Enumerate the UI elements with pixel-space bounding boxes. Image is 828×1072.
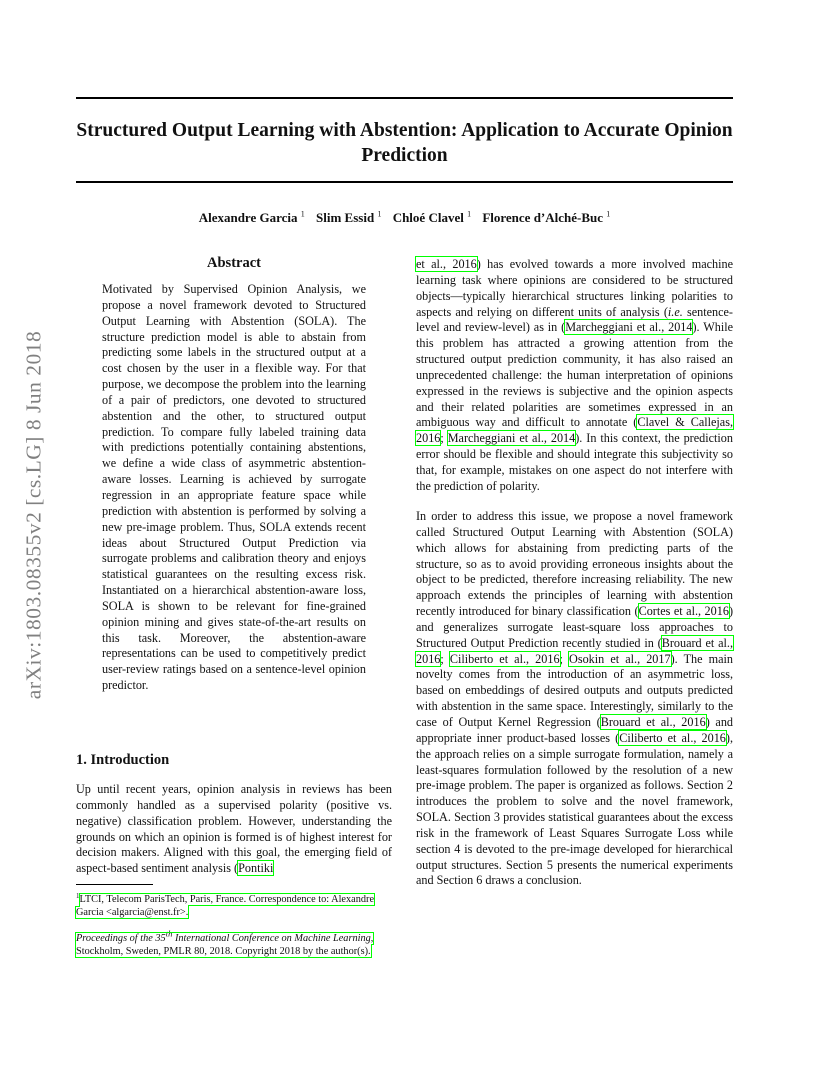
citation-link[interactable]: Ciliberto et al., 2016: [619, 730, 726, 745]
right-paragraph-1: [416, 257, 733, 495]
author-3: Chloé Clavel $^1$: [392, 210, 472, 226]
paper-title: Structured Output Learning with Abstention: Application to Accurate Opinion Prediction: [76, 120, 733, 166]
body-text: ;: [559, 651, 570, 666]
body-text: ) and generalizes surrogate least-square loss approaches to Structured Output Prediction recently studied in (: [416, 604, 733, 650]
proceedings-link[interactable]: Proceedings of the 35th International Conference on Machine Learning, Stockholm, Sweden, PMLR 80, 2018. Copyright 2018 by the author(s).: [76, 929, 374, 958]
title-bottom-rule: [76, 181, 733, 183]
body-text: ), the approach relies on a simple surrogate formulation, namely a least-squares formulation followed by the resolution of a new pre-image problem. The paper is organized as follows. Section 2 introduces the problem to solve and the novel framework, SOLA. Section 3 provides statistical guarantees about the excess risk in the framework of Least Squares Surrogate Loss while section 4 is devoted to the pre-image developed for hierarchical output structures. Section 5 presents the numerical experiments and Section 6 draws a conclusion.: [416, 730, 734, 888]
author-1: Alexandre Garcia $^1$: [198, 210, 305, 226]
introduction-text: Up until recent years, opinion analysis in reviews has been commonly handled as a supervised polarity (positive vs. negative) classification problem. However, understanding the grounds on which an opinion is formed is of highest interest for decision makers. Aligned with this goal, the emerging field of aspect-based sentiment analysis (Pontiki: [76, 782, 392, 876]
citation-link[interactable]: Ciliberto et al., 2016: [449, 651, 560, 666]
citation-link[interactable]: Brouard et al., 2016: [600, 714, 706, 729]
abstract-heading: Abstract: [207, 255, 261, 271]
body-text: ). While this problem has attracted a growing attention from the structured output prediction community, it has also raised an unprecedented challenge: the human interpretation of opinions expressed in the reviews is subjective and the opinion aspects and their related polarities are sometimes expressed in an ambiguous way and difficult to annotate (: [416, 320, 733, 430]
citation-link[interactable]: et al., 2016: [416, 257, 477, 271]
body-text: ). The main novelty comes from the introduction of an asymmetric loss, based on embeddings of desired outputs and outputs predicted with abstention in the same space. Interestingly, similarly to the case of Output Kernel Regression (: [416, 651, 733, 729]
proceedings-note: [76, 928, 392, 958]
right-paragraph-2: [416, 509, 733, 889]
citation-link[interactable]: Clavel & Callejas, 2016: [416, 415, 733, 446]
author-2: Slim Essid $^1$: [316, 210, 382, 226]
citation-link[interactable]: Cortes et al., 2016: [638, 604, 729, 619]
body-text: ;: [440, 651, 450, 666]
citation-link[interactable]: Pontiki: [238, 861, 274, 876]
body-text: In order to address this issue, we propose a novel framework called Structured Output Learning with Abstention (SOLA) which allows for abstaining from predicting parts of the structure, so as to avoid providing erroneous insights about the object to be predicted, therefore increasing reliability. The new approach extends the principles of learning with abstention recently introduced for binary classification (: [416, 509, 733, 619]
top-rule: [76, 97, 733, 99]
citation-link[interactable]: Marcheggiani et al., 2014: [565, 320, 693, 335]
author-list: [76, 210, 733, 226]
body-text: sentence-level and review-level) as in (: [416, 304, 733, 335]
citation-link[interactable]: Brouard et al., 2016: [416, 635, 733, 666]
abstract-text: Motivated by Supervised Opinion Analysis, we propose a novel framework devoted to Structured Output Learning with Abstention (SOLA). The structure prediction model is able to abstain from predicting some labels in the structured output at a cost chosen by the user in a flexible way. For that purpose, we decompose the problem into the learning of a pair of predictors, one devoted to structured abstention and the other, to structured output prediction. To compare fully labeled training data with predictions potentially containing abstentions, we define a wide class of asymmetric abstention-aware losses. Learning is achieved by surrogate regression in an appropriate feature space while prediction with abstention is performed by solving a new pre-image problem. Thus, SOLA extends recent ideas about Structured Output Prediction via surrogate problems and calibration theory and enjoys statistical guarantees on the resulting excess risk. Instantiated on a hierarchical abstention-aware loss, SOLA is shown to be relevant for fine-grained opinion mining and gives state-of-the-art results on this task. Moreover, the abstention-aware representations can be used to competitively predict user-review ratings based on a sentence-level opinion predictor.: [102, 282, 366, 693]
citation-link[interactable]: Osokin et al., 2017: [569, 651, 671, 666]
body-text: ) has evolved towards a more involved machine learning task where opinions are considered to be structured objects—typically hierarchical structures linking polarities to aspects and relying on different units of analysis (: [416, 257, 733, 319]
body-text: ) and appropriate inner product-based losses (: [416, 714, 734, 745]
introduction-heading: 1. Introduction: [76, 752, 170, 768]
footnote: $^1$LTCI, Telecom ParisTech, Paris, France. Correspondence to: Alexandre Garcia <algarcia@enst.fr>.: [76, 892, 375, 919]
body-text: ). In this context, the prediction error should be flexible and should integrate this subjectivity so that, for example, mistakes on one aspect do not interfere with the prediction of polarity.: [416, 431, 733, 493]
citation-link[interactable]: Marcheggiani et al., 2014: [447, 431, 576, 446]
italic-text: i.e.: [667, 304, 683, 319]
footnote-link[interactable]: LTCI, Telecom ParisTech, Paris, France. Correspondence to: Alexandre Garcia <algarcia@enst.fr>.: [76, 894, 375, 919]
author-4: Florence d’Alché-Buc $^1$: [482, 210, 611, 226]
body-text: ;: [440, 431, 448, 446]
proceedings-venue: Proceedings of the 35th International Conference on Machine Learning: [76, 929, 371, 945]
footnote-rule: [76, 884, 153, 885]
arxiv-stamp: arXiv:1803.08355v2 [cs.LG] 8 Jun 2018: [21, 330, 46, 700]
